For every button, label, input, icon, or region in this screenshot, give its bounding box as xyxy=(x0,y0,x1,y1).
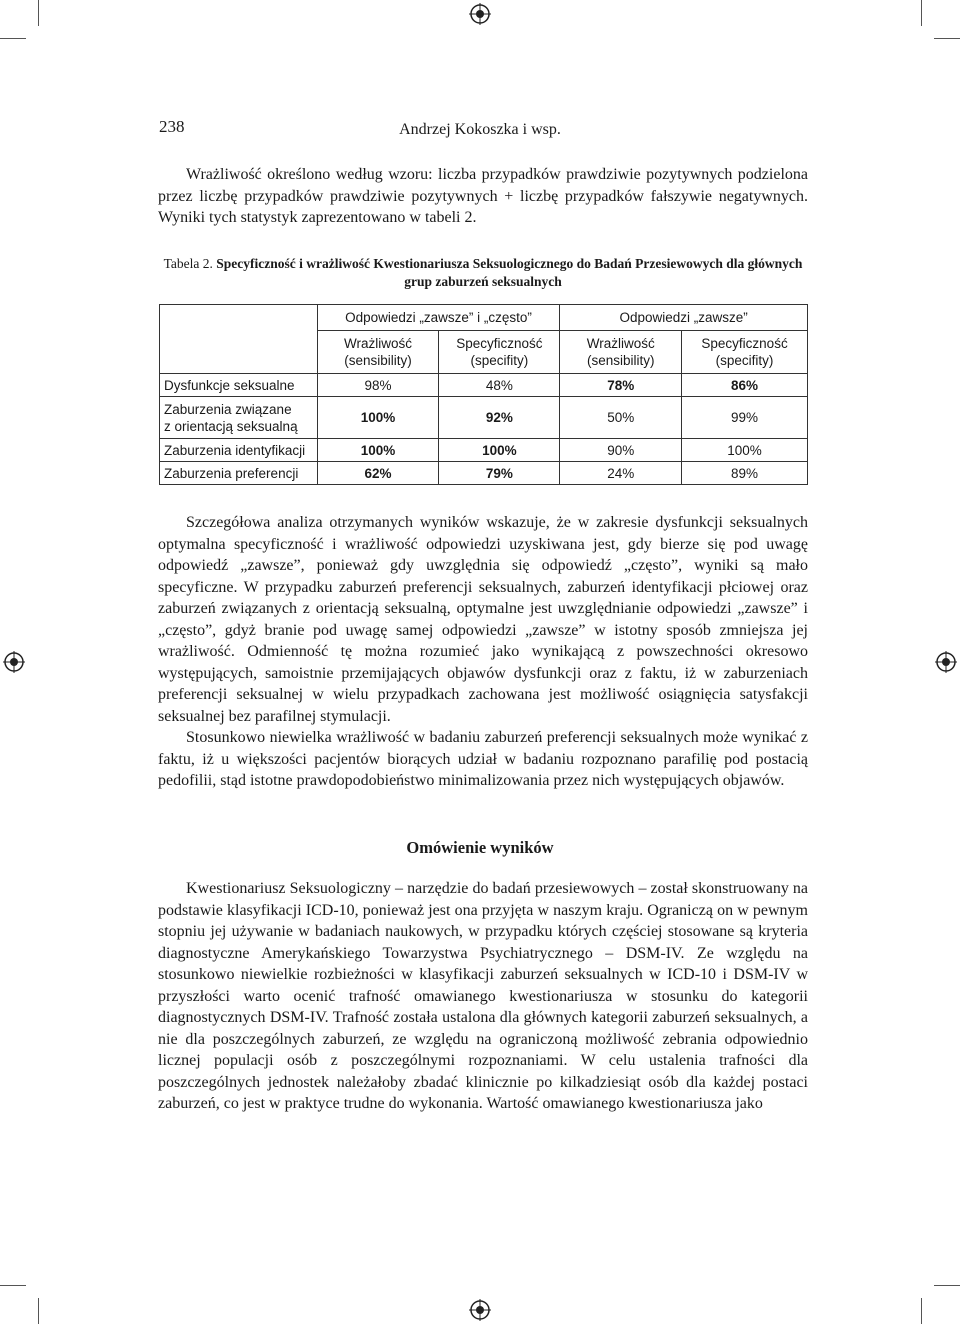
row-label: Zaburzenia preferencji xyxy=(160,462,318,485)
page-number: 238 xyxy=(159,117,185,136)
discussion-section xyxy=(158,878,808,1115)
group-header-always-often: Odpowiedzi „zawsze” i „często” xyxy=(317,305,560,331)
intro-paragraph: Wrażliwość określono według wzoru: liczba przypadków prawdziwie pozytywnych podzielona przez liczbę przypadków prawdziwie pozytywnych + liczbę przypadków fałszywie negatywnych. Wyniki tych statystyk zaprezentowano w tabeli 2. xyxy=(158,166,808,226)
table-cell: 92% xyxy=(439,397,560,439)
table-caption-label: Tabela 2. xyxy=(163,256,213,271)
row-label xyxy=(160,397,318,439)
table-cell: 100% xyxy=(317,397,439,439)
table-cell: 62% xyxy=(317,462,439,485)
table-row xyxy=(160,397,808,439)
table-cell: 100% xyxy=(317,439,439,462)
table-cell: 86% xyxy=(682,374,808,397)
row-label: Zaburzenia identyfikacji xyxy=(160,439,318,462)
table-corner-cell xyxy=(160,305,318,374)
table-caption xyxy=(158,255,808,291)
crop-mark-bottom-right-h xyxy=(934,1285,960,1286)
table-caption-title: Specyficzność i wrażliwość Kwestionariusza Seksuologicznego do Badań Przesiewowych dla głównych grup zaburzeń seksualnych xyxy=(216,256,803,289)
table-cell: 90% xyxy=(560,439,682,462)
row-label-line: z orientacją seksualną xyxy=(164,418,298,434)
body-paragraph: Stosunkowo niewielka wrażliwość w badaniu zaburzeń preferencji seksualnych może wynikać z faktu, iż u większości pacjentów biorących udział w badaniu rozpoznano parafilię pod postacią pedofilii, stąd istotne prawdopodobieństwo minimalizowania przez nich występujących objawów. xyxy=(158,729,808,789)
table-cell: 100% xyxy=(682,439,808,462)
table-row xyxy=(160,439,808,462)
row-label: Dysfunkcje seksualne xyxy=(160,374,318,397)
crop-mark-bottom-right xyxy=(921,1298,922,1324)
group-header-always: Odpowiedzi „zawsze” xyxy=(560,305,808,331)
body-paragraph: Kwestionariusz Seksuologiczny – narzędzie do badań przesiewowych – został skonstruowany na podstawie klasyfikacji ICD-10, ponieważ jest ona przyjęta w naszym kraju. Ograniczą on w pewnym stopniu jej używanie w badaniach naukowych, w przypadku których częściej stosowane są kryteria diagnostyczne Amerykańskiego Towarzystwa Psychiatrycznego – DSM-IV. Ze względu na stosunkowo niewielkie rozbieżności w klasyfikacji zaburzeń seksualnych w ICD-10 i DSM-IV w przyszłości warto ocenić trafność omawianego kwestionariusza w stosunku do kategorii diagnostycznych DSM-IV. Trafność została ustalona dla głównych kategorii zaburzeń seksualnych, a nie dla poszczególnych zaburzeń, ze względu na ograniczoną możliwość zebrania odpowiednio licznej populacji osób z poszczególnymi rozpoznaniami. W celu ustalenia trafności dla poszczególnych jednostek należałoby zbadać klinicznie po kilkadziesiąt osób dla każdej postaci zaburzeń, co jest w praktyce trudne do wykonania. Wartość omawianego kwestionariusza jako xyxy=(158,880,808,1112)
table-row xyxy=(160,462,808,485)
running-head: Andrzej Kokoszka i wsp. xyxy=(399,121,561,138)
sub-header-text: (sensibility) xyxy=(344,353,412,368)
sub-header-text: (specifity) xyxy=(715,353,774,368)
sub-header-text: Specyficzność xyxy=(701,336,788,351)
table-cell: 98% xyxy=(317,374,439,397)
table-cell: 79% xyxy=(439,462,560,485)
registration-mark-top-icon xyxy=(469,3,491,25)
registration-mark-right-icon xyxy=(935,651,957,673)
crop-mark-bottom-left xyxy=(38,1298,39,1324)
table-cell: 99% xyxy=(682,397,808,439)
sub-header-sensitivity-1 xyxy=(317,331,439,374)
sub-header-text: Specyficzność xyxy=(456,336,543,351)
table-cell: 78% xyxy=(560,374,682,397)
results-section xyxy=(158,512,808,792)
table-row xyxy=(160,374,808,397)
sub-header-specificity-2 xyxy=(682,331,808,374)
table-cell: 48% xyxy=(439,374,560,397)
crop-mark-top-left xyxy=(38,0,39,26)
table-cell: 50% xyxy=(560,397,682,439)
sub-header-text: Wrażliwość xyxy=(344,336,413,351)
table-group-header-row xyxy=(160,305,808,331)
registration-mark-left-icon xyxy=(3,651,25,673)
crop-mark-top-left-h xyxy=(0,38,26,39)
section-heading: Omówienie wyników xyxy=(406,838,554,857)
sub-header-text: (specifity) xyxy=(470,353,529,368)
sub-header-specificity-1 xyxy=(439,331,560,374)
body-paragraph: Szczegółowa analiza otrzymanych wyników wskazuje, że w zakresie dysfunkcji seksualnych optymalna specyficzność i wrażliwość odpowiedzi uzyskiwana jest, gdy bierze się pod uwagę odpowiedź „zawsze”, ponieważ gdy uwzględnia się odpowiedź „często”, wyniki są mało specyficzne. W przypadku zaburzeń preferencji seksualnych, zaburzeń identyfikacji płciowej oraz zaburzeń związanych z orientacją seksualną, optymalne jest uwzględnianie odpowiedzi „zawsze” i „często”, gdyż branie pod uwagę samej odpowiedzi „zawsze” w istotny sposób zmniejsza jej wrażliwość. Odmienność tę można rozumieć jako wynikającą z powszechności okresowo występujących, samoistnie przemijających objawów dysfunkcji oraz z faktu, iż w zaburzeniach preferencji seksualnej w wielu przypadkach zachowana jest możliwość osiągnięcia satysfakcji seksualnej bez parafilnej stymulacji. xyxy=(158,514,808,725)
crop-mark-top-right-h xyxy=(934,38,960,39)
registration-mark-bottom-icon xyxy=(469,1299,491,1321)
row-label-line: Zaburzenia związane xyxy=(164,401,292,417)
intro-section xyxy=(158,164,808,229)
table-cell: 100% xyxy=(439,439,560,462)
sub-header-text: Wrażliwość xyxy=(586,336,655,351)
results-table xyxy=(159,304,808,485)
crop-mark-top-right xyxy=(921,0,922,26)
sub-header-text: (sensibility) xyxy=(586,353,655,368)
sub-header-sensitivity-2 xyxy=(560,331,682,374)
table-cell: 89% xyxy=(682,462,808,485)
table-cell: 24% xyxy=(560,462,682,485)
crop-mark-bottom-left-h xyxy=(0,1285,26,1286)
